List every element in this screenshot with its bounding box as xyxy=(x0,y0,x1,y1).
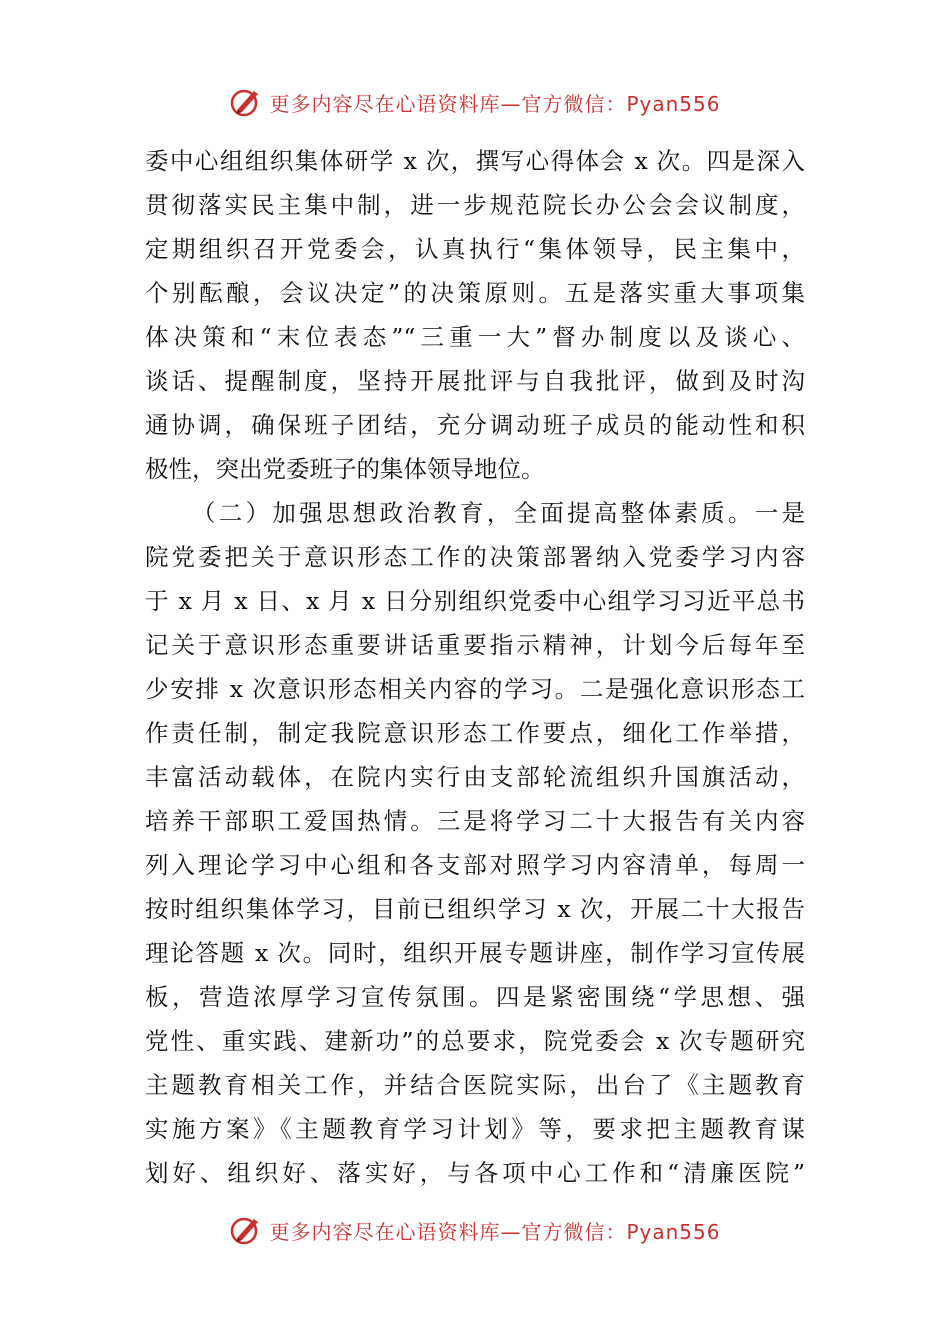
footer-watermark-text: 更多内容尽在心语资料库—官方微信：Pyan556 xyxy=(269,1219,721,1244)
body-line: 定期组织召开党委会，认真执行“集体领导，民主集中， xyxy=(145,235,805,263)
body-line: 体决策和“末位表态”“三重一大”督办制度以及谈心、 xyxy=(145,323,805,351)
body-line: 个别酝酿，会议决定”的决策原则。五是落实重大事项集 xyxy=(145,279,805,307)
body-line-paragraph-end: 极性，突出党委班子的集体领导地位。 xyxy=(145,455,545,483)
body-line: 板，营造浓厚学习宣传氛围。四是紧密围绕“学思想、强 xyxy=(145,983,805,1011)
body-line: 丰富活动载体，在院内实行由支部轮流组织升国旗活动， xyxy=(145,763,805,791)
body-line: 院党委把关于意识形态工作的决策部署纳入党委学习内容 xyxy=(145,543,805,571)
red-pen-circle-logo-icon xyxy=(229,1213,263,1247)
body-line: 谈话、提醒制度，坚持开展批评与自我批评，做到及时沟 xyxy=(145,367,805,395)
body-line: 实施方案》《主题教育学习计划》等，要求把主题教育谋 xyxy=(145,1115,805,1143)
body-line: 党性、重实践、建新功”的总要求，院党委会 x 次专题研究 xyxy=(145,1027,805,1055)
body-line: 委中心组组织集体研学 x 次，撰写心得体会 x 次。四是深入 xyxy=(145,147,805,175)
body-line: 少安排 x 次意识形态相关内容的学习。二是强化意识形态工 xyxy=(145,675,805,703)
header-watermark-banner xyxy=(0,82,950,122)
body-line: 通协调，确保班子团结，充分调动班子成员的能动性和积 xyxy=(145,411,805,439)
body-line: 理论答题 x 次。同时，组织开展专题讲座，制作学习宣传展 xyxy=(145,939,805,967)
body-line: 贯彻落实民主集中制，进一步规范院长办公会会议制度， xyxy=(145,191,805,219)
document-body xyxy=(145,139,805,1195)
footer-watermark-banner xyxy=(0,1210,950,1250)
body-line: 划好、组织好、落实好，与各项中心工作和“清廉医院” xyxy=(145,1159,805,1187)
body-line: 主题教育相关工作，并结合医院实际，出台了《主题教育 xyxy=(145,1071,805,1099)
header-watermark-text: 更多内容尽在心语资料库—官方微信：Pyan556 xyxy=(269,91,721,116)
body-line: 作责任制，制定我院意识形态工作要点，细化工作举措， xyxy=(145,719,805,747)
body-line: 记关于意识形态重要讲话重要指示精神，计划今后每年至 xyxy=(145,631,805,659)
body-line: 按时组织集体学习，目前已组织学习 x 次，开展二十大报告 xyxy=(145,895,805,923)
red-pen-circle-logo-icon xyxy=(229,85,263,119)
body-line: 于 x 月 x 日、x 月 x 日分别组织党委中心组学习习近平总书 xyxy=(145,587,805,615)
body-line: 列入理论学习中心组和各支部对照学习内容清单，每周一 xyxy=(145,851,805,879)
body-line: 培养干部职工爱国热情。三是将学习二十大报告有关内容 xyxy=(145,807,805,835)
body-line-section-heading: （二）加强思想政治教育，全面提高整体素质。一是 xyxy=(192,499,805,527)
